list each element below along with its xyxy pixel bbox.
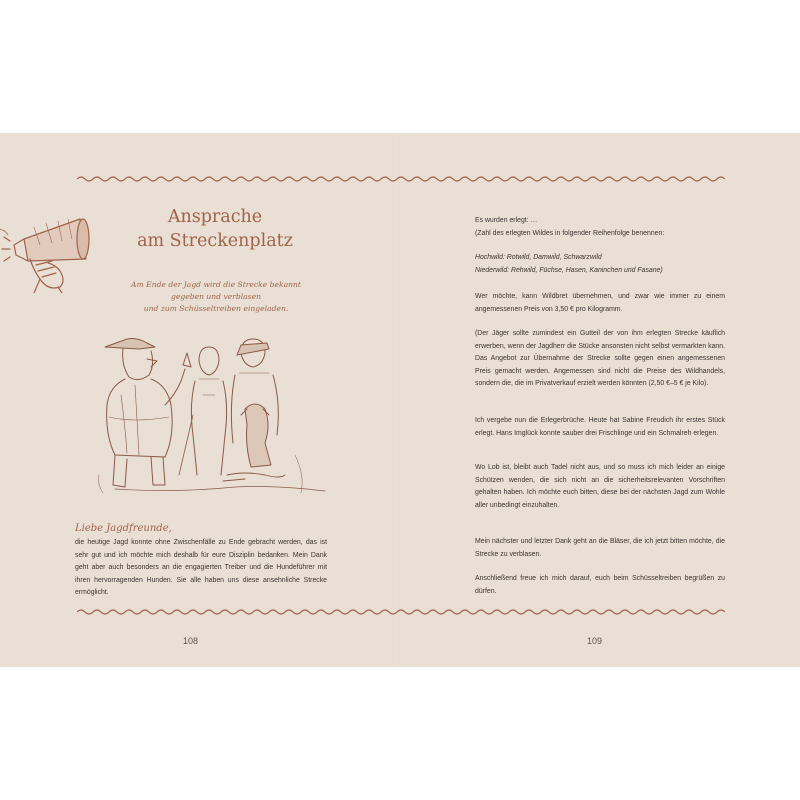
title-line: am Streckenplatz	[137, 231, 293, 251]
right-paragraph: Mein nächster und letzter Dank geht an die Bläser, die ich jetzt bitten möchte, die Strecke zu verblasen.	[475, 538, 725, 558]
book-spread	[0, 133, 800, 667]
megaphone-hand-illustration	[0, 209, 110, 293]
intro-line: (Zahl des erlegten Wildes in folgender Reihenfolge benennen:	[475, 229, 665, 237]
title-line: Ansprache	[167, 207, 263, 227]
right-paragraph: (Der Jäger sollte zumindest ein Gutteil der von ihm erlegten Strecke käuflich erwerben, wenn der Jagdherr die Stücke ansonsten nicht selbst vermarkten kann. Das Angebot zur Übernahme der Strecke sollte gegen einen angemessenen Preis gemacht werden. Angemessen sind nicht die Preise des Wildhandels, sondern die, die im Privatverkauf erzielt werden könnten (2,50 €–5 € je Kilo).	[475, 330, 725, 387]
game-list	[475, 252, 725, 277]
left-page	[0, 133, 399, 667]
game-line: Niederwild: Rehwild, Füchse, Hasen, Kaninchen und Fasane)	[475, 266, 663, 274]
right-page	[401, 133, 800, 667]
right-paragraph: Anschließend freue ich mich darauf, euch beim Schüsseltreiben begrüßen zu dürfen.	[475, 575, 725, 595]
intro-line: Es wurden erlegt: …	[475, 217, 538, 224]
game-line: Hochwild: Rotwild, Damwild, Schwarzwild	[475, 254, 602, 261]
subtitle	[110, 279, 322, 315]
right-paragraph: Wo Lob ist, bleibt auch Tadel nicht aus, und so muss ich mich leider an einige Schützen wenden, die sich nicht an die sicherheitsrelevanten Vorschriften gehalten haben. Ich möchte euch bitten, diese bei der nächsten Jagd zum Wohle aller unbedingt einzuhalten.	[475, 464, 725, 509]
page-number-left: 108	[183, 636, 199, 646]
page-title	[120, 205, 310, 253]
right-paragraph: Wer möchte, kann Wildbret übernehmen, und zwar wie immer zu einem angemessenen Preis von 3,50 € pro Kilogramm.	[475, 293, 725, 313]
greeting: Liebe Jagdfreunde,	[75, 523, 172, 534]
subtitle-line: Am Ende der Jagd wird die Strecke bekannt	[131, 280, 301, 289]
subtitle-line: gegeben und verblasen	[171, 292, 261, 301]
speech-text: die heutige Jagd konnte ohne Zwischenfälle zu Ende gebracht werden, das ist sehr gut und ich möchte mich deshalb für eure Disziplin bedanken. Mein Dank geht aber auch besonders an die engagierten Treiber und die Hundeführer mit ihren hervorragenden Hunden. Sie alle haben uns diese ansehnliche Strecke ermöglicht.	[75, 539, 327, 596]
right-paragraph: Ich vergebe nun die Erlegerbrüche. Heute hat Sabine Freudich ihr erstes Stück erlegt. Hans Imglück konnte sauber drei Frischlinge und ein Schmalreh erlegen.	[475, 417, 725, 437]
intro-paragraph	[475, 215, 725, 240]
subtitle-line: und zum Schüsseltreiben eingeladen.	[143, 304, 289, 313]
page-number-right: 109	[587, 636, 603, 646]
hunters-sketch-illustration	[95, 325, 330, 501]
